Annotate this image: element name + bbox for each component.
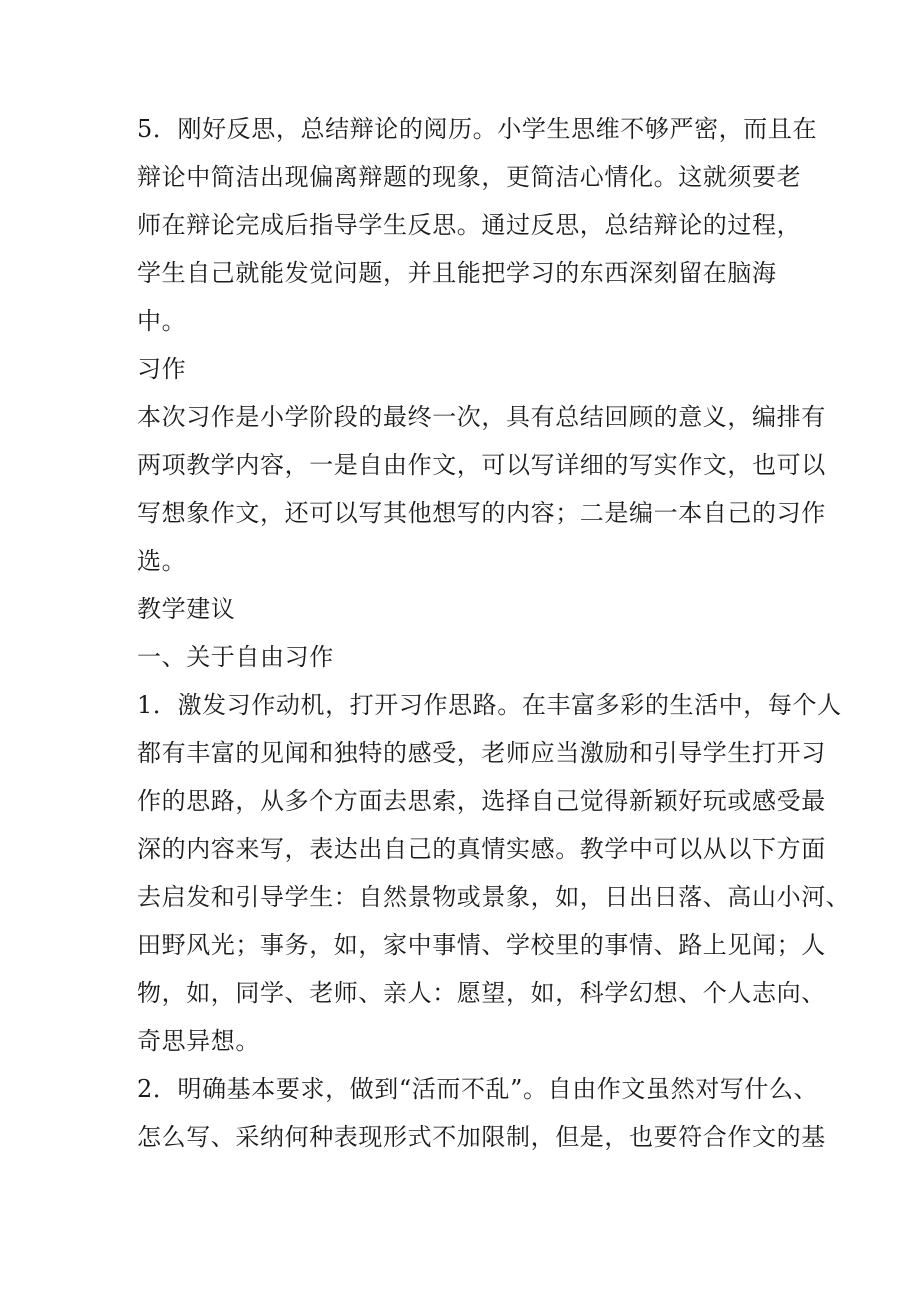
text-line: 都有丰富的见闻和独特的感受，老师应当激励和引导学生打开习 [137,739,826,767]
section-heading: 习作 [137,355,187,383]
text-line: 1．激发习作动机，打开习作思路。在丰富多彩的生活中，每个人 [137,691,842,719]
section-heading: 教学建议 [137,595,236,623]
text-line: 两项教学内容，一是自由作文，可以写详细的写实作文，也可以 [137,451,826,479]
text-line: 去启发和引导学生：自然景物或景象，如，日出日落、高山小河、 [137,883,851,911]
text-line: 辩论中简洁出现偏离辩题的现象，更简洁心情化。这就须要老 [137,163,802,191]
text-line: 怎么写、采纳何种表现形式不加限制，但是，也要符合作文的基 [137,1123,826,1151]
text-line: 深的内容来写，表达出自己的真情实感。教学中可以从以下方面 [137,835,826,863]
text-line: 物，如，同学、老师、亲人：愿望，如，科学幻想、个人志向、 [137,979,826,1007]
text-line: 学生自己就能发觉问题，并且能把学习的东西深刻留在脑海 [137,259,777,287]
text-line: 写想象作文，还可以写其他想写的内容；二是编一本自己的习作 [137,499,826,527]
text-line: 选。 [137,547,187,575]
text-line: 5．刚好反思，总结辩论的阅历。小学生思维不够严密，而且在 [137,115,818,143]
text-line: 田野风光；事务，如，家中事情、学校里的事情、路上见闻；人 [137,931,826,959]
text-line: 奇思异想。 [137,1027,260,1055]
text-line: 2．明确基本要求，做到“活而不乱”。自由作文虽然对写什么、 [137,1075,819,1103]
text-line: 师在辩论完成后指导学生反思。通过反思，总结辩论的过程， [137,211,802,239]
text-line: 本次习作是小学阶段的最终一次，具有总结回顾的意义，编排有 [137,403,826,431]
text-line: 中。 [137,307,187,335]
subsection-heading: 一、关于自由习作 [137,643,334,671]
text-line: 作的思路，从多个方面去思索，选择自己觉得新颖好玩或感受最 [137,787,826,815]
